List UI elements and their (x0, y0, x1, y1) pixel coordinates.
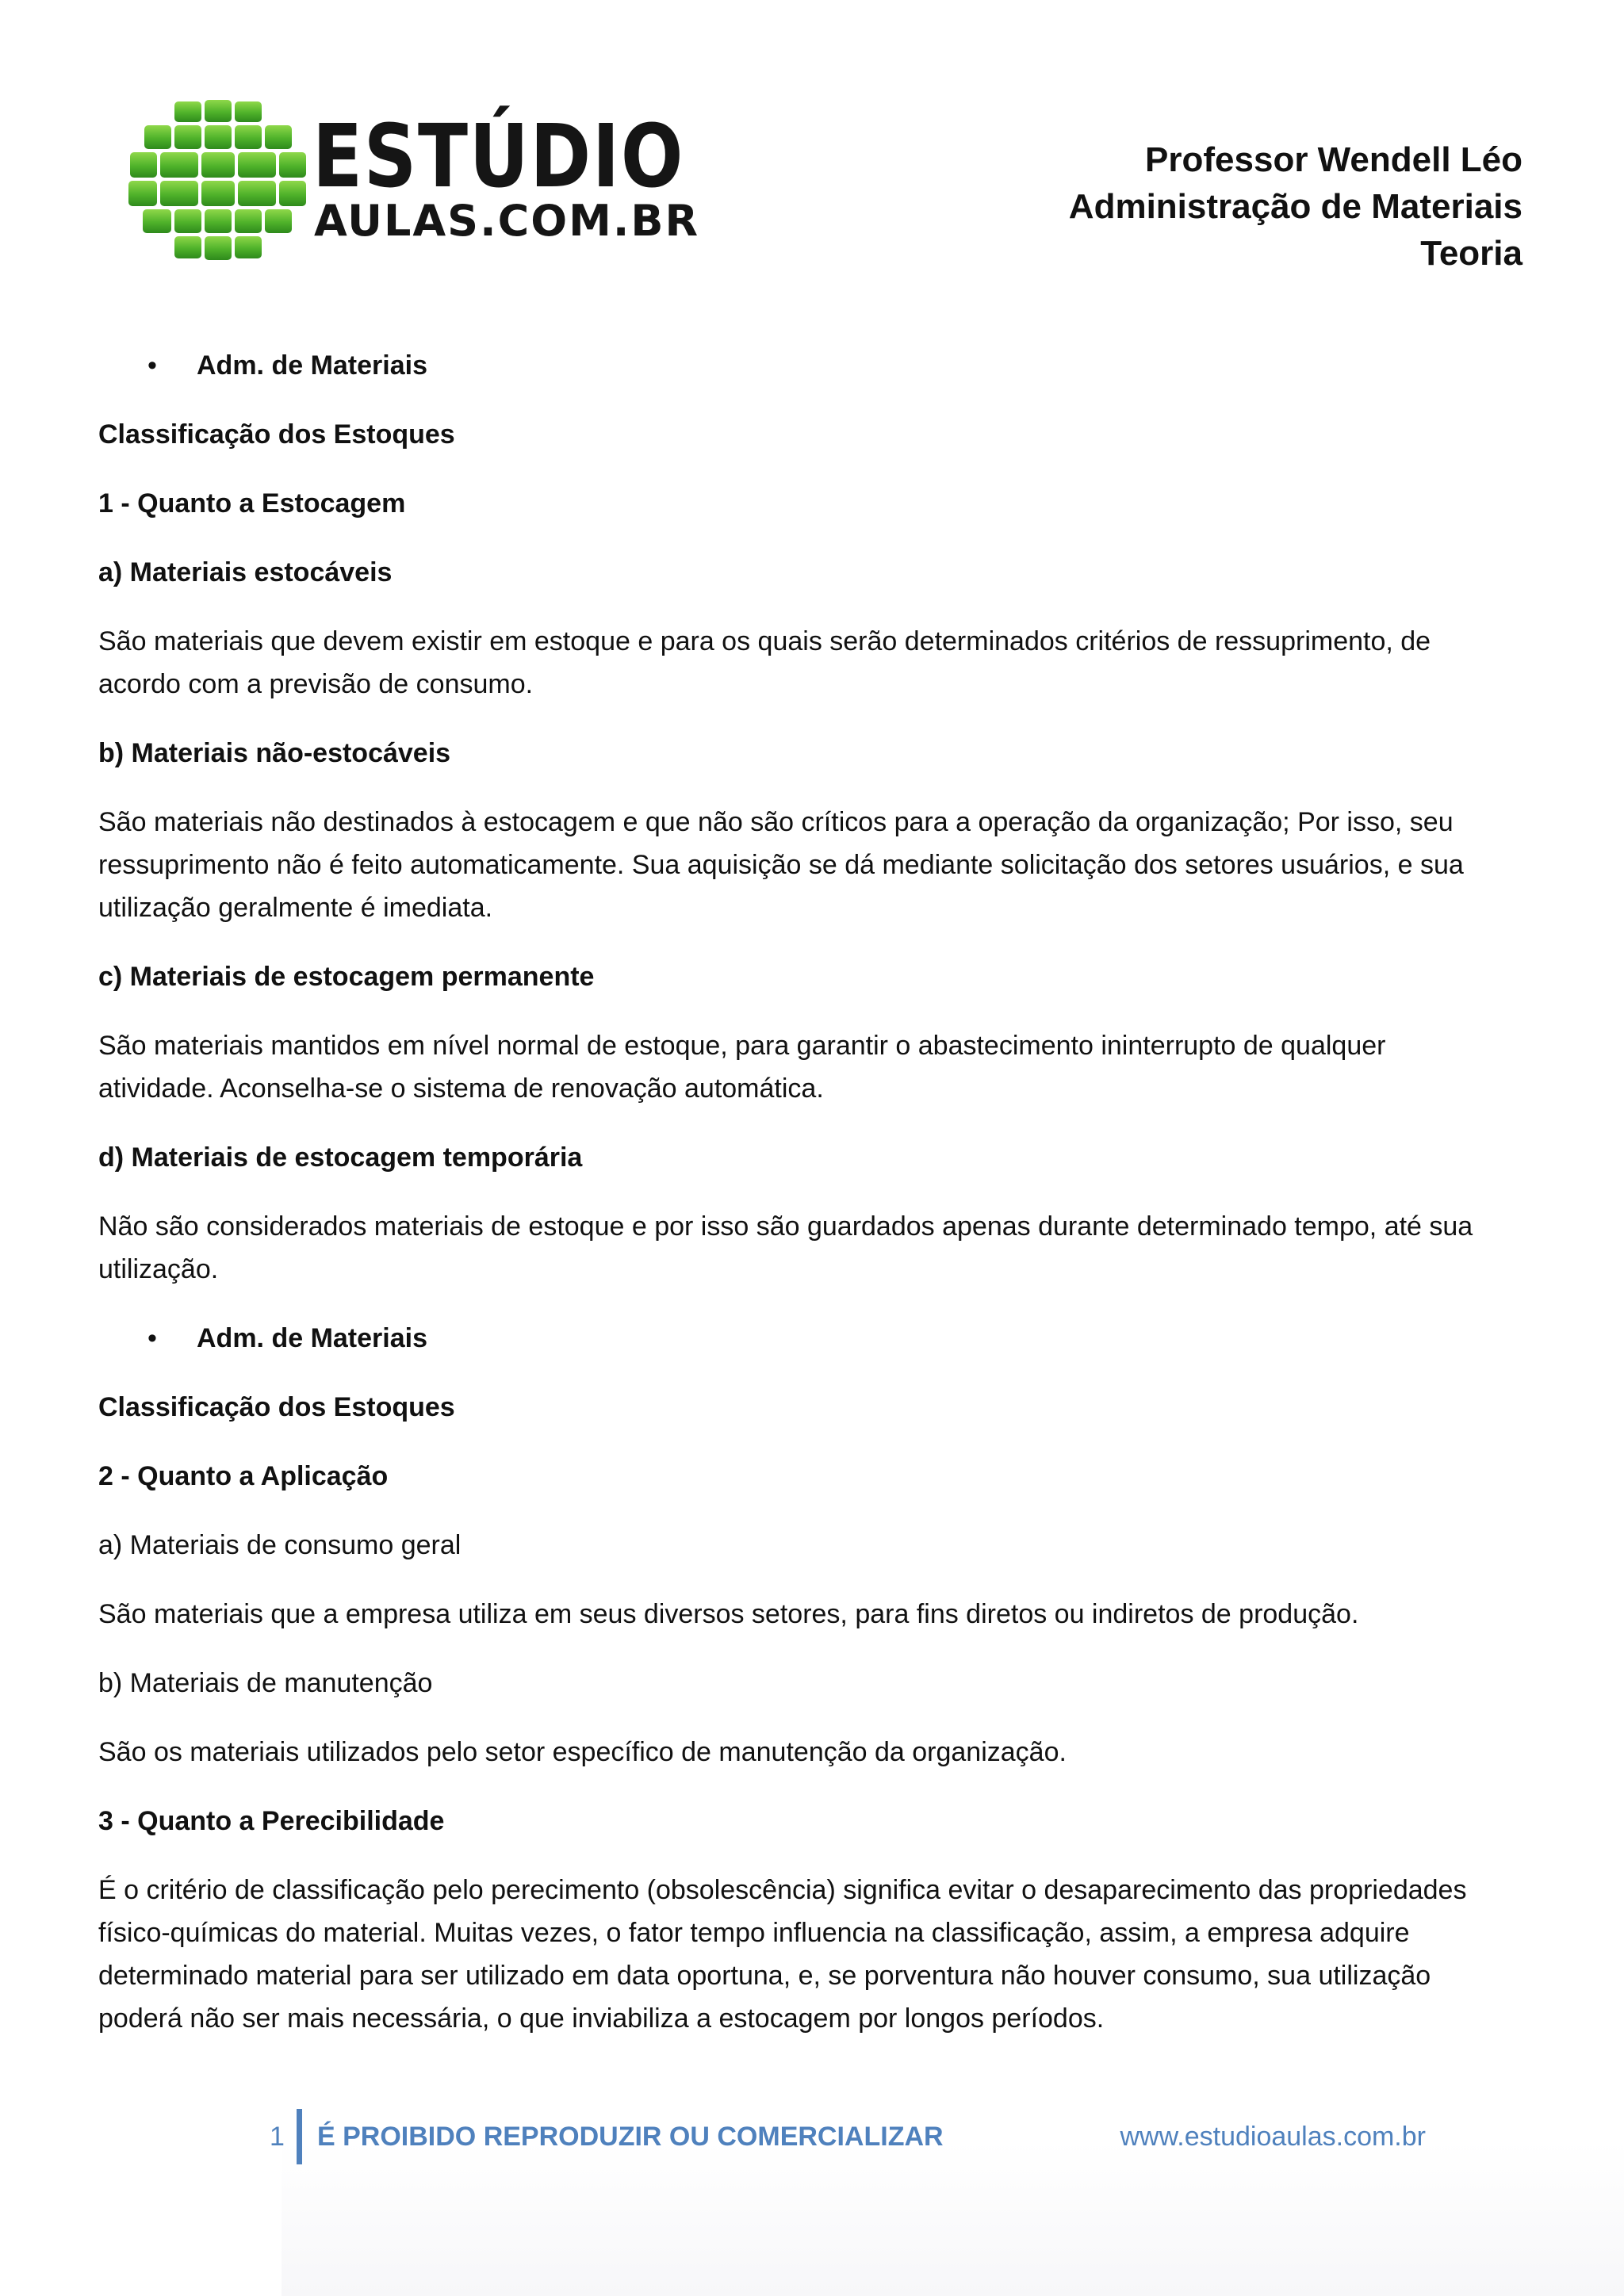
paragraph: São os materiais utilizados pelo setor específico de manutenção da organização. (98, 1737, 1067, 1767)
bullet-icon: • (147, 1323, 157, 1353)
paragraph: São materiais não destinados à estocagem e que não são críticos para a operação da organização; Por isso, seu ressuprimento não é feito automaticamente. Sua aquisição se dá mediante solicitação dos setores usuários, e sua utilização geralmente é imediata. (98, 807, 1464, 923)
section-title: Classificação dos Estoques (98, 419, 455, 450)
section-title: Classificação dos Estoques (98, 1392, 455, 1422)
paragraph: São materiais que devem existir em estoque e para os quais serão determinados critérios de ressuprimento, de acordo com a previsão de consumo. (98, 626, 1431, 699)
subsection-title: 1 - Quanto a Estocagem (98, 488, 406, 519)
copyright-warning: É PROIBIDO REPRODUZIR OU COMERCIALIZAR (317, 2122, 944, 2152)
item-title: b) Materiais de manutenção (98, 1668, 433, 1698)
page-footer (0, 2109, 1624, 2164)
globe-grid-icon (125, 98, 309, 262)
paragraph: É o critério de classificação pelo perecimento (obsolescência) significa evitar o desaparecimento das propriedades físico-químicas do material. Muitas vezes, o fator tempo influencia na classificação, assim, a empresa adquire determinado material para ser utilizado em data oportuna, e, se porventura não houver consumo, sua utilização poderá não ser mais necessária, o que inviabiliza a estocagem por longos períodos. (98, 1875, 1467, 2034)
header-info (1069, 136, 1522, 277)
document-body (98, 344, 1502, 2066)
paragraph: Não são considerados materiais de estoque e por isso são guardados apenas durante determinado tempo, até sua utilização. (98, 1211, 1473, 1284)
subsection-title: 2 - Quanto a Aplicação (98, 1461, 389, 1491)
item-title: a) Materiais de consumo geral (98, 1530, 462, 1560)
estudio-aulas-logo (125, 98, 700, 262)
item-title: d) Materiais de estocagem temporária (98, 1142, 583, 1173)
bullet-text: Adm. de Materiais (197, 350, 427, 381)
item-title: b) Materiais não-estocáveis (98, 738, 451, 768)
document-type: Teoria (1420, 234, 1522, 273)
subsection-title: 3 - Quanto a Perecibilidade (98, 1806, 445, 1836)
professor-name: Professor Wendell Léo (1145, 140, 1522, 179)
footer-divider (297, 2109, 302, 2164)
paragraph: São materiais mantidos em nível normal de estoque, para garantir o abastecimento ininterrupto de qualquer atividade. Aconselha-se o sistema de renovação automática. (98, 1031, 1386, 1104)
item-title: a) Materiais estocáveis (98, 557, 393, 587)
bullet-icon: • (147, 350, 157, 381)
subject-title: Administração de Materiais (1068, 187, 1522, 226)
website-link[interactable]: www.estudioaulas.com.br (1120, 2122, 1426, 2152)
item-title: c) Materiais de estocagem permanente (98, 962, 595, 992)
bullet-text: Adm. de Materiais (197, 1323, 427, 1353)
logo-wordmark-bottom: AULAS.COM.BR (314, 196, 700, 246)
page-number: 1 (270, 2122, 285, 2152)
bullet-item (98, 1317, 1502, 1360)
logo-wordmark-top: ESTÚDIO (312, 105, 685, 207)
bullet-item (98, 344, 1502, 387)
paragraph: São materiais que a empresa utiliza em seus diversos setores, para fins diretos ou indiretos de produção. (98, 1599, 1359, 1629)
